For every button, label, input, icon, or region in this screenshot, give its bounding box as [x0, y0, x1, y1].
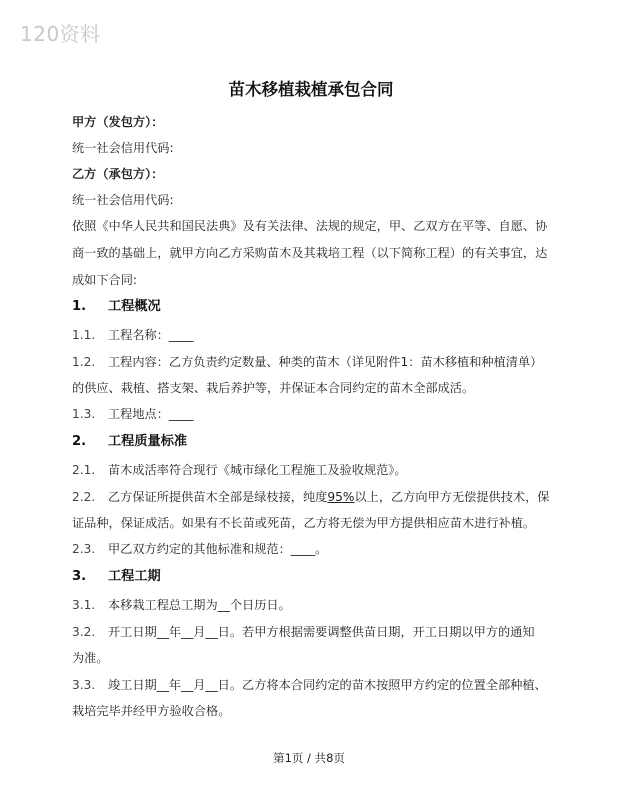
watermark-logo: 120资料	[20, 22, 101, 46]
clause-item	[72, 675, 547, 695]
clause-text: 甲乙双方约定的其他标准和规范：____。	[108, 542, 328, 556]
clause-item	[72, 622, 535, 642]
section-title: 工程工期	[108, 569, 161, 584]
clause-text: 本移栽工程总工期为__个日历日。	[108, 598, 291, 612]
clause-number: 1.3.	[72, 407, 96, 421]
clause-text: 栽培完毕并经甲方验收合格。	[72, 704, 231, 718]
clause-number: 2.1.	[72, 463, 96, 477]
clause-text: 乙方保证所提供苗木全部是绿枝接，纯度	[108, 490, 328, 504]
clause-text: 工程地点：____	[108, 407, 194, 421]
clause-continuation	[72, 701, 230, 721]
clause-text: 工程名称：____	[108, 328, 194, 342]
clause-number: 3.3.	[72, 678, 96, 692]
clause-text: 为准。	[72, 651, 109, 665]
section-number: 3.	[72, 569, 87, 584]
document-title: 苗木移植栽植承包合同	[228, 80, 394, 99]
section-number: 1.	[72, 299, 87, 314]
clause-continuation	[72, 648, 109, 668]
clause-number: 3.2.	[72, 625, 96, 639]
purity-value: 95%	[327, 490, 355, 504]
clause-item	[72, 539, 327, 559]
page-number-footer: 第1页 / 共8页	[273, 751, 345, 765]
clause-text: 证品种，保证成活。如果有不长苗或死苗，乙方将无偿为甲方提供相应苗木进行补植。	[72, 516, 536, 530]
clause-text: 的供应、栽植、搭支架、栽后养护等，并保证本合同约定的苗木全部成活。	[72, 381, 475, 395]
clause-text: 苗木成活率符合现行《城市绿化工程施工及验收规范》。	[108, 463, 407, 477]
clause-item	[72, 460, 407, 480]
section-heading-1	[72, 297, 161, 317]
clause-number: 1.1.	[72, 328, 96, 342]
clause-text: 工程内容：乙方负责约定数量、种类的苗木（详见附件1：苗木移植和种植清单）	[108, 355, 543, 369]
clause-number: 3.1.	[72, 598, 96, 612]
preamble-line: 依照《中华人民共和国民法典》及有关法律、法规的规定，甲、乙双方在平等、自愿、协	[72, 219, 548, 233]
clause-continuation	[72, 378, 474, 398]
party-a-label: 甲方（发包方）：	[72, 115, 164, 129]
clause-item	[72, 595, 291, 615]
section-title: 工程质量标准	[108, 434, 188, 449]
preamble-line: 成如下合同:	[72, 273, 138, 287]
clause-text: 开工日期__年__月__日。若甲方根据需要调整供苗日期，开工日期以甲方的通知	[108, 625, 535, 639]
section-title: 工程概况	[108, 299, 161, 314]
section-number: 2.	[72, 434, 87, 449]
party-b-label: 乙方（承包方）：	[72, 167, 164, 181]
party-a-credit-code: 统一社会信用代码:	[72, 141, 174, 155]
section-heading-3	[72, 567, 161, 587]
clause-text: 竣工日期__年__月__日。乙方将本合同约定的苗木按照甲方约定的位置全部种植、	[108, 678, 547, 692]
clause-number: 1.2.	[72, 355, 96, 369]
clause-item	[72, 404, 193, 424]
party-b-credit-code: 统一社会信用代码:	[72, 193, 174, 207]
clause-item	[72, 487, 549, 507]
preamble-line: 商一致的基础上，就甲方向乙方采购苗木及其栽培工程（以下简称工程）的有关事宜，达	[72, 246, 548, 260]
clause-item	[72, 325, 193, 345]
clause-item	[72, 352, 542, 372]
clause-number: 2.3.	[72, 542, 96, 556]
clause-text: 以上，乙方向甲方无偿提供技术，保	[354, 490, 550, 504]
clause-number: 2.2.	[72, 490, 96, 504]
section-heading-2	[72, 432, 187, 452]
clause-continuation	[72, 513, 535, 533]
